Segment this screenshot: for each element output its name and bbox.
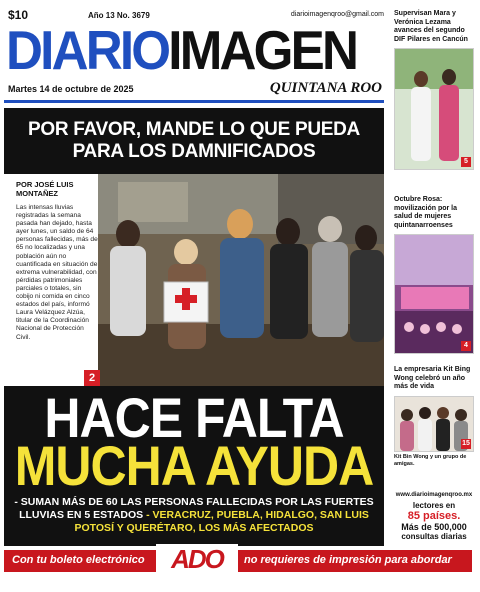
edition-date: Martes 14 de octubre de 2025 (8, 84, 134, 94)
sidebar-story1-page: 5 (461, 157, 471, 167)
lead-headline-line1: POR FAVOR, MANDE LO QUE PUEDA (28, 119, 360, 140)
main-headline-line1: HACE FALTA (44, 386, 344, 450)
deck-yellow-text: - VERACRUZ, PUEBLA, HIDALGO, SAN LUIS POTOSÍ Y QUERÉTARO, LOS MÁS AFECTADOS (74, 509, 369, 534)
sidebar-story2-title: Octubre Rosa: movilización por la salud de mujeres quintanarroenses (394, 196, 458, 229)
sidebar-story2-photo (394, 234, 474, 354)
sidebar-story3-title: La empresaria Kit Bing Wong celebró un año más de vida (394, 366, 471, 390)
ad-text-left: Con tu boleto electrónico (12, 554, 145, 566)
sidebar-story1-photo (394, 48, 474, 170)
sidebar-story3-caption: Kit Bin Wong y un grupo de amigas. (394, 453, 467, 467)
consults-count: Más de 500,000 (401, 522, 467, 532)
lead-headline-box[interactable] (4, 108, 384, 174)
sidebar-story-dif[interactable] (394, 10, 474, 170)
main-headline-box[interactable] (4, 386, 384, 546)
readership-box (394, 492, 474, 542)
ad-text-right: no requieres de impresión para abordar (244, 554, 452, 566)
lead-story-text: Las intensas lluvias registradas la semana pasada han dejado, hasta ayer lunes, un saldo de 64 personas fallecidas, más de 65 no localizadas y una población aún no cuantificada en situación de extrema vulnerabilidad, con pérdidas patrimoniales parciales o totales, sin cobijo ni comida en cinco estados del país, informó Laura Velázquez Alzúa, titular de la Coordinación Nacional de Protección Civil. (16, 204, 98, 341)
byline-line1: POR JOSÉ LUIS (16, 180, 74, 189)
two-women-photo-illustration (395, 49, 474, 170)
logo-imagen: IMAGEN (168, 19, 357, 81)
lead-photo[interactable] (98, 174, 384, 386)
main-headline-line2: MUCHA AYUDA (14, 434, 374, 498)
website-link[interactable]: www.diarioimagenqroo.mx (395, 492, 473, 498)
lead-headline-line2: PARA LOS DAMNIFICADOS (72, 141, 316, 162)
issue-number: Año 13 No. 3679 (88, 11, 150, 20)
ado-logo: ADO (156, 544, 238, 574)
countries-count: 85 países. (407, 510, 461, 522)
sidebar-story-octubre-rosa[interactable] (394, 196, 474, 354)
edition-region: QUINTANA ROO (269, 80, 382, 96)
pink-event-photo-illustration (395, 235, 474, 354)
headline-deck (10, 496, 378, 535)
sidebar-story2-page: 4 (461, 341, 471, 351)
price: $10 (8, 8, 29, 22)
photo-page-badge: 2 (84, 370, 100, 386)
sidebar-story3-photo (394, 396, 474, 452)
byline (16, 180, 98, 198)
contact-email[interactable]: diarioimagenqroo@gmail.com (290, 11, 384, 18)
consults-label: consultas diarias (401, 532, 467, 541)
ado-ad-banner[interactable] (4, 544, 472, 574)
logo-diario: DIARIO (6, 19, 169, 81)
sidebar-story1-title: Supervisan Mara y Verónica Lezama avances del segundo DIF Pilares en Cancún (394, 10, 468, 43)
deck-white-text: - SUMAN MÁS DE 60 LAS PERSONAS FALLECIDAS POR LAS FUERTES LLUVIAS EN 5 ESTADOS (14, 496, 374, 521)
sidebar-story-kit-bing-wong[interactable] (394, 366, 474, 468)
sidebar-story3-page: 15 (462, 439, 470, 447)
readers-label: lectores en (412, 501, 456, 510)
byline-line2: MONTAÑEZ (16, 189, 58, 198)
newspaper-logo (6, 19, 358, 81)
flood-aid-photo-illustration (98, 174, 384, 386)
masthead-rule (4, 100, 384, 103)
